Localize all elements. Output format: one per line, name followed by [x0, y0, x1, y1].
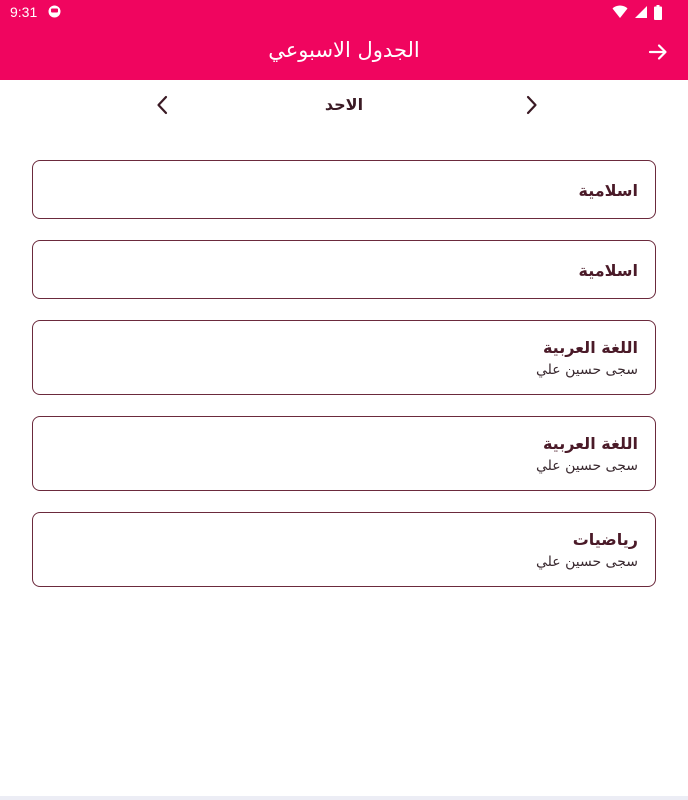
arrow-right-icon [646, 40, 670, 64]
chevron-right-icon [519, 93, 543, 117]
lesson-subject: اللغة العربية [542, 434, 638, 453]
page-title: الجدول الاسبوعي [268, 38, 420, 62]
lesson-subject: اسلامية [578, 261, 638, 280]
day-navigation [0, 80, 688, 132]
lesson-card[interactable] [32, 160, 656, 219]
next-day-button[interactable] [519, 93, 543, 117]
notification-icon [48, 5, 61, 18]
lesson-teacher: سجى حسين علي [535, 554, 638, 570]
status-bar [0, 0, 688, 24]
lesson-card[interactable] [32, 416, 656, 491]
lesson-teacher: سجى حسين علي [535, 458, 638, 474]
lesson-card[interactable] [32, 512, 656, 587]
lesson-subject: اللغة العربية [542, 338, 638, 357]
status-icons [612, 4, 662, 20]
lesson-subject: اسلامية [578, 181, 638, 200]
lesson-teacher: سجى حسين علي [535, 362, 638, 378]
navigation-bar [0, 796, 688, 800]
lesson-card[interactable] [32, 320, 656, 395]
back-button[interactable] [646, 40, 670, 64]
signal-icon [634, 5, 648, 19]
app-bar [0, 24, 688, 80]
status-time: 9:31 [10, 4, 38, 20]
lesson-card[interactable] [32, 240, 656, 299]
current-day-label: الاحد [324, 95, 364, 114]
lesson-subject: رياضيات [572, 530, 638, 549]
battery-icon [654, 5, 662, 20]
wifi-icon [612, 5, 628, 19]
